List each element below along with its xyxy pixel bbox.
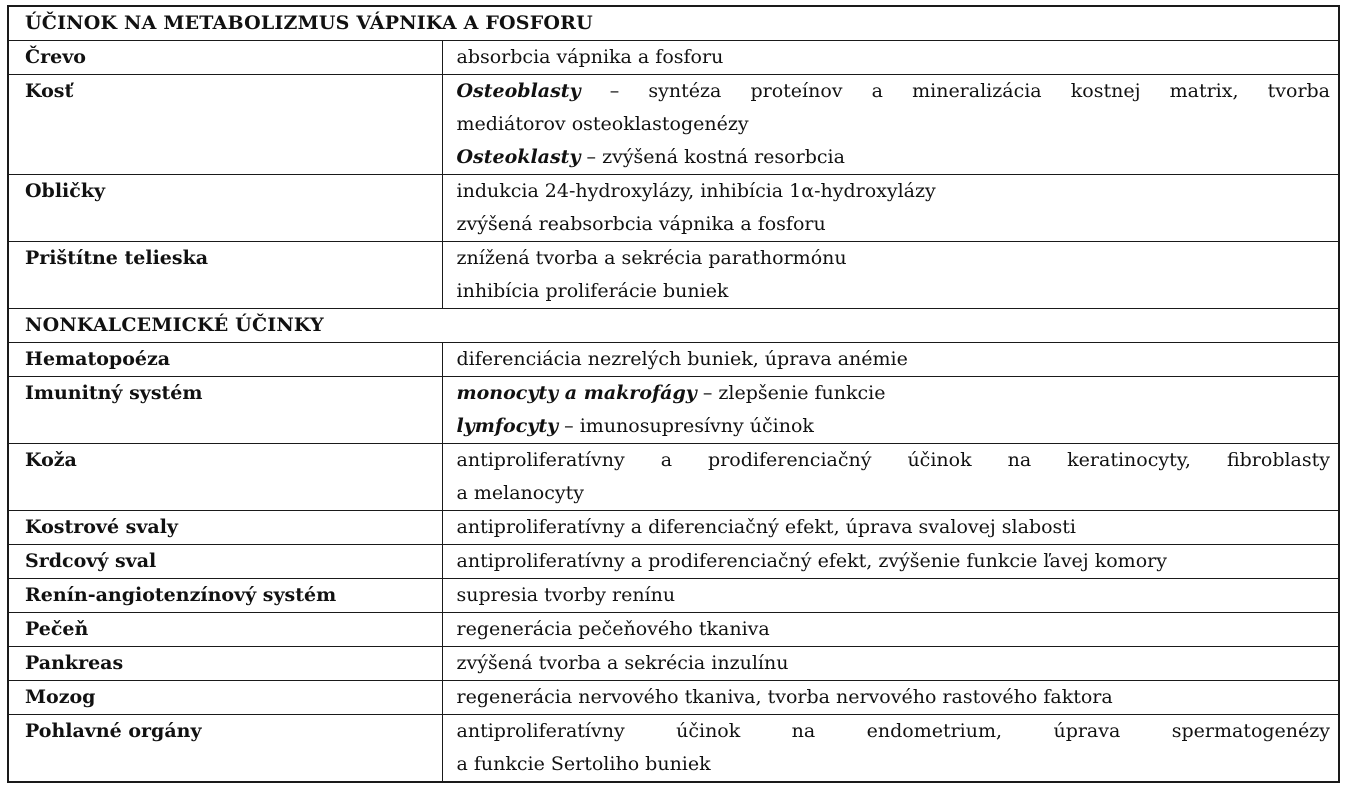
- table-row: [8, 647, 1339, 681]
- effect-line: [457, 75, 1331, 108]
- emphasis-term: lymfocyty: [456, 415, 559, 437]
- table-row: [8, 511, 1339, 545]
- table-row: [8, 377, 1339, 444]
- effect-description: absorbcia vápnika a fosforu: [442, 41, 1339, 75]
- organ-label: Mozog: [8, 681, 442, 715]
- effect-description: [442, 377, 1339, 444]
- organ-label: Hematopoéza: [8, 343, 442, 377]
- table-row: [8, 75, 1339, 175]
- effect-line: antiproliferatívny účinok na endometrium, úprava spermatogenézy: [456, 720, 1331, 742]
- section-header-row: [8, 6, 1339, 41]
- table-row: [8, 41, 1339, 75]
- table-row: [8, 579, 1339, 613]
- effect-description: [442, 444, 1339, 511]
- table-row: [8, 715, 1339, 783]
- effect-line: mediátorov osteoklastogenézy: [456, 113, 749, 135]
- effect-description: regenerácia pečeňového tkaniva: [442, 613, 1339, 647]
- effect-description: [442, 242, 1339, 309]
- emphasis-term: monocyty a makrofágy: [456, 382, 697, 404]
- effect-text: – imunosupresívny účinok: [558, 415, 814, 437]
- organ-label: Renín-angiotenzínový systém: [8, 579, 442, 613]
- effect-text: – zlepšenie funkcie: [696, 382, 886, 404]
- effect-line: [457, 141, 1331, 174]
- section-title-calcium: ÚČINOK NA METABOLIZMUS VÁPNIKA A FOSFORU: [8, 6, 1339, 41]
- section-title-noncalcemic: NONKALCEMICKÉ ÚČINKY: [8, 309, 1339, 343]
- effect-line: zvýšená reabsorbcia vápnika a fosforu: [456, 213, 826, 235]
- effect-text: – syntéza proteínov a mineralizácia kostnej matrix, tvorba: [580, 80, 1331, 102]
- organ-label: Pankreas: [8, 647, 442, 681]
- effect-line: znížená tvorba a sekrécia parathormónu: [456, 247, 847, 269]
- organ-label: Pohlavné orgány: [8, 715, 442, 783]
- effect-line: indukcia 24-hydroxylázy, inhibícia 1α-hydroxylázy: [456, 180, 936, 202]
- organ-label: Koža: [8, 444, 442, 511]
- effect-line: [457, 377, 1331, 410]
- organ-label: Imunitný systém: [8, 377, 442, 444]
- effect-text: – zvýšená kostná resorbcia: [580, 146, 845, 168]
- organ-label: Kostrové svaly: [8, 511, 442, 545]
- emphasis-term: Osteoklasty: [456, 146, 581, 168]
- effect-line: a melanocyty: [456, 482, 584, 504]
- effect-line: a funkcie Sertoliho buniek: [456, 753, 711, 775]
- effect-description: [442, 175, 1339, 242]
- effect-description: regenerácia nervového tkaniva, tvorba nervového rastového faktora: [442, 681, 1339, 715]
- organ-label: Pečeň: [8, 613, 442, 647]
- effect-description: [442, 75, 1339, 175]
- table-row: [8, 242, 1339, 309]
- effects-table: [7, 5, 1340, 783]
- table-row: [8, 681, 1339, 715]
- effect-description: antiproliferatívny a prodiferenciačný efekt, zvýšenie funkcie ľavej komory: [442, 545, 1339, 579]
- organ-label: Srdcový sval: [8, 545, 442, 579]
- organ-label: Kosť: [8, 75, 442, 175]
- table-row: [8, 175, 1339, 242]
- table-row: [8, 545, 1339, 579]
- table-row: [8, 343, 1339, 377]
- emphasis-term: Osteoblasty: [456, 80, 581, 102]
- section-header-row: [8, 309, 1339, 343]
- organ-label: Obličky: [8, 175, 442, 242]
- effect-line: antiproliferatívny a prodiferenciačný účinok na keratinocyty, fibroblasty: [456, 449, 1331, 471]
- effect-description: diferenciácia nezrelých buniek, úprava anémie: [442, 343, 1339, 377]
- effect-description: [442, 715, 1339, 783]
- organ-label: Črevo: [8, 41, 442, 75]
- effect-line: inhibícia proliferácie buniek: [456, 280, 729, 302]
- effect-description: antiproliferatívny a diferenciačný efekt, úprava svalovej slabosti: [442, 511, 1339, 545]
- organ-label: Prištítne telieska: [8, 242, 442, 309]
- effect-description: supresia tvorby renínu: [442, 579, 1339, 613]
- effect-description: zvýšená tvorba a sekrécia inzulínu: [442, 647, 1339, 681]
- effect-line: [457, 410, 1331, 443]
- table-row: [8, 444, 1339, 511]
- table-row: [8, 613, 1339, 647]
